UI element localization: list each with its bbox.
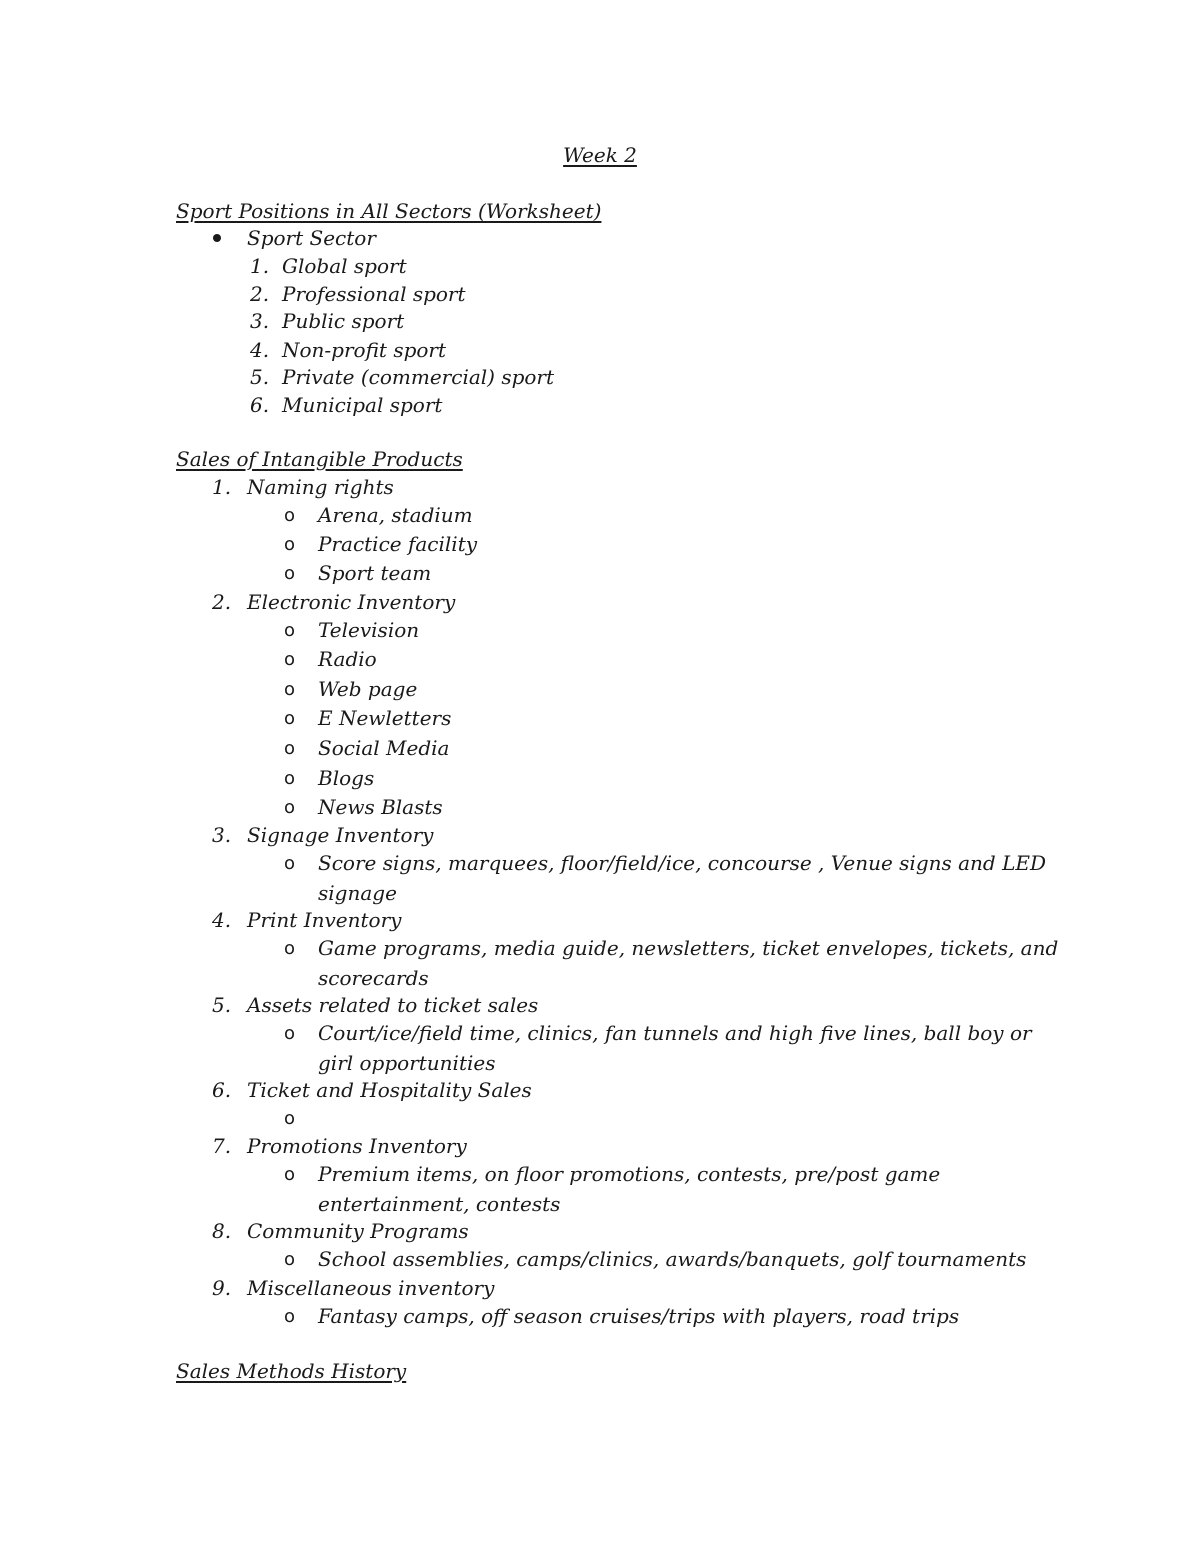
- sub-list-item: Premium items, on floor promotions, contests, pre/post game: [318, 1162, 941, 1186]
- list-number: 9.: [212, 1276, 232, 1300]
- list-number: 7.: [212, 1134, 232, 1158]
- sub-list-item: Radio: [318, 647, 377, 671]
- list-number: 3.: [212, 823, 232, 847]
- sub-bullet-icon: o: [284, 797, 296, 818]
- sub-list-item: School assemblies, camps/clinics, awards/banquets, golf tournaments: [318, 1247, 1027, 1271]
- list-number: 6.: [250, 393, 270, 417]
- sub-bullet-icon: o: [284, 679, 296, 700]
- list-item: Electronic Inventory: [247, 590, 456, 614]
- list-number: 6.: [212, 1078, 232, 1102]
- sub-list-item: Game programs, media guide, newsletters, ticket envelopes, tickets, and: [318, 936, 1059, 960]
- bullet-item-sport-sector: Sport Sector: [247, 226, 376, 250]
- sub-list-item: Web page: [318, 677, 418, 701]
- bullet-icon: [213, 234, 221, 242]
- list-item: Public sport: [282, 309, 405, 333]
- sub-bullet-icon: o: [284, 1164, 296, 1185]
- sub-list-item: Social Media: [318, 736, 450, 760]
- sub-bullet-icon: o: [284, 1249, 296, 1270]
- list-number: 8.: [212, 1219, 232, 1243]
- sub-list-item: Sport team: [318, 561, 432, 585]
- list-item: Naming rights: [247, 475, 394, 499]
- sub-bullet-icon: o: [284, 534, 296, 555]
- sub-list-item: entertainment, contests: [318, 1192, 561, 1216]
- list-item: Community Programs: [247, 1219, 469, 1243]
- sub-list-item: Practice facility: [318, 532, 478, 556]
- sub-list-item: Blogs: [318, 766, 375, 790]
- sub-bullet-icon: o: [284, 738, 296, 759]
- list-number: 3.: [250, 309, 270, 333]
- sub-list-item: News Blasts: [318, 795, 443, 819]
- sub-list-item: signage: [318, 881, 397, 905]
- list-item: Assets related to ticket sales: [247, 993, 539, 1017]
- list-number: 4.: [250, 338, 270, 362]
- list-item: Municipal sport: [282, 393, 443, 417]
- sub-bullet-icon: o: [284, 768, 296, 789]
- sub-bullet-icon: o: [284, 1306, 296, 1327]
- list-item: Ticket and Hospitality Sales: [247, 1078, 532, 1102]
- list-number: 5.: [212, 993, 232, 1017]
- sub-bullet-icon: o: [284, 1023, 296, 1044]
- list-item: Private (commercial) sport: [282, 365, 555, 389]
- sub-bullet-icon: o: [284, 853, 296, 874]
- list-item: Signage Inventory: [247, 823, 434, 847]
- sub-list-item: Television: [318, 618, 420, 642]
- list-number: 1.: [212, 475, 232, 499]
- list-item: Promotions Inventory: [247, 1134, 467, 1158]
- list-item: Print Inventory: [247, 908, 402, 932]
- sub-bullet-icon: o: [284, 1108, 296, 1129]
- sub-list-item: Court/ice/field time, clinics, fan tunnels and high five lines, ball boy or: [318, 1021, 1032, 1045]
- sub-list-item: scorecards: [318, 966, 429, 990]
- section-heading-sales-methods: Sales Methods History: [176, 1359, 407, 1383]
- section-heading-sales-intangible: Sales of Intangible Products: [176, 447, 463, 471]
- section-heading-sport-positions: Sport Positions in All Sectors (Worksheet): [176, 199, 602, 223]
- list-item: Miscellaneous inventory: [247, 1276, 495, 1300]
- sub-list-item: E Newletters: [318, 706, 452, 730]
- sub-list-item: Fantasy camps, off season cruises/trips with players, road trips: [318, 1304, 960, 1328]
- list-item: Global sport: [282, 254, 407, 278]
- list-item: Professional sport: [282, 282, 466, 306]
- list-number: 2.: [212, 590, 232, 614]
- sub-list-item: Arena, stadium: [318, 503, 473, 527]
- sub-bullet-icon: o: [284, 938, 296, 959]
- sub-list-item: girl opportunities: [318, 1051, 496, 1075]
- sub-bullet-icon: o: [284, 649, 296, 670]
- sub-list-item: Score signs, marquees, floor/field/ice, concourse , Venue signs and LED: [318, 851, 1047, 875]
- list-item: Non-profit sport: [282, 338, 447, 362]
- sub-bullet-icon: o: [284, 563, 296, 584]
- list-number: 4.: [212, 908, 232, 932]
- list-number: 5.: [250, 365, 270, 389]
- sub-bullet-icon: o: [284, 708, 296, 729]
- sub-bullet-icon: o: [284, 620, 296, 641]
- list-number: 2.: [250, 282, 270, 306]
- list-number: 1.: [250, 254, 270, 278]
- page-title: Week 2: [563, 143, 637, 167]
- sub-bullet-icon: o: [284, 505, 296, 526]
